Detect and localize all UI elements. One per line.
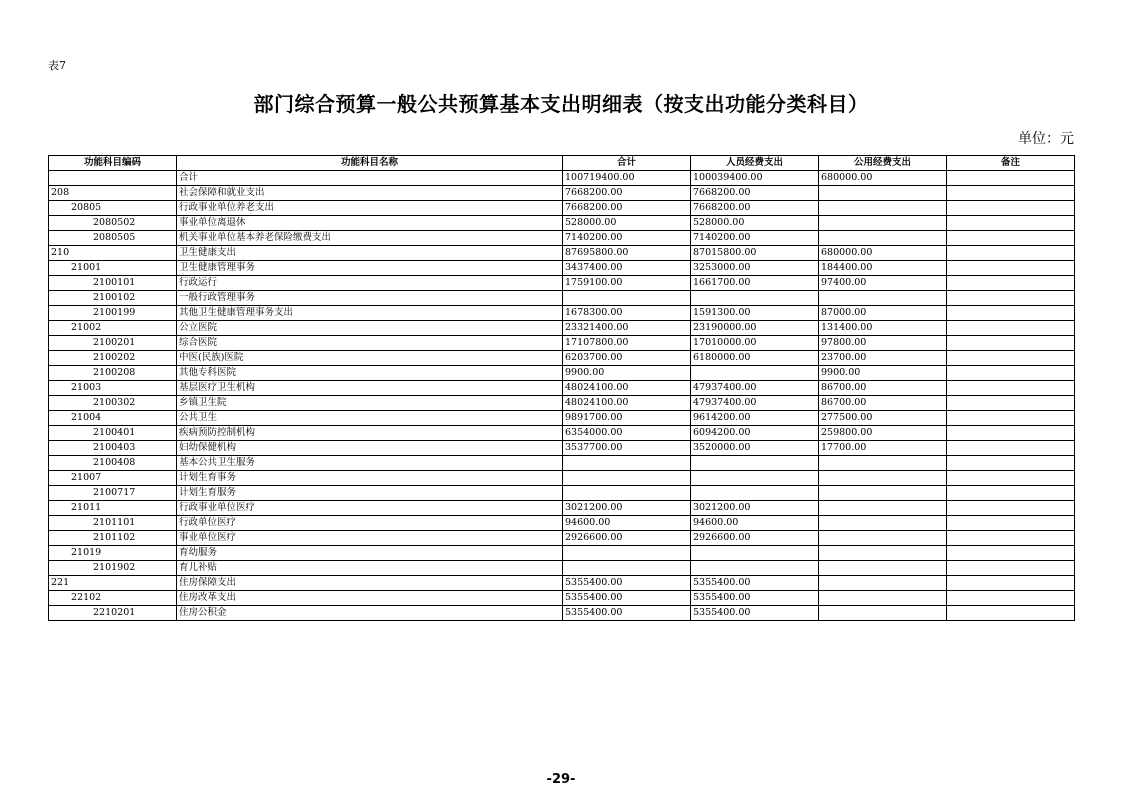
cell-code: 21003 [49, 381, 177, 396]
cell-total: 17107800.00 [563, 336, 691, 351]
cell-total: 6354000.00 [563, 426, 691, 441]
cell-name: 行政单位医疗 [177, 516, 563, 531]
cell-public [819, 201, 947, 216]
table-row [49, 471, 1075, 486]
cell-name: 一般行政管理事务 [177, 291, 563, 306]
cell-personnel: 47937400.00 [691, 396, 819, 411]
cell-name: 卫生健康支出 [177, 246, 563, 261]
cell-code: 21007 [49, 471, 177, 486]
table-row [49, 396, 1075, 411]
cell-code [49, 171, 177, 186]
cell-name: 妇幼保健机构 [177, 441, 563, 456]
cell-name: 卫生健康管理事务 [177, 261, 563, 276]
cell-public: 97400.00 [819, 276, 947, 291]
cell-public: 259800.00 [819, 426, 947, 441]
cell-name: 公共卫生 [177, 411, 563, 426]
cell-name: 基本公共卫生服务 [177, 456, 563, 471]
cell-total: 3021200.00 [563, 501, 691, 516]
cell-total: 48024100.00 [563, 396, 691, 411]
cell-name: 事业单位离退休 [177, 216, 563, 231]
cell-public: 86700.00 [819, 396, 947, 411]
cell-personnel [691, 456, 819, 471]
cell-personnel [691, 546, 819, 561]
cell-name: 疾病预防控制机构 [177, 426, 563, 441]
cell-note [947, 351, 1075, 366]
cell-note [947, 186, 1075, 201]
cell-code: 21011 [49, 501, 177, 516]
cell-personnel: 2926600.00 [691, 531, 819, 546]
cell-note [947, 261, 1075, 276]
cell-personnel: 5355400.00 [691, 576, 819, 591]
cell-name: 合计 [177, 171, 563, 186]
cell-personnel: 100039400.00 [691, 171, 819, 186]
cell-code: 221 [49, 576, 177, 591]
cell-code: 2100102 [49, 291, 177, 306]
table-row [49, 411, 1075, 426]
table-row [49, 456, 1075, 471]
cell-total: 9891700.00 [563, 411, 691, 426]
cell-total: 94600.00 [563, 516, 691, 531]
table-row [49, 501, 1075, 516]
table-header-row [49, 156, 1075, 171]
cell-total: 5355400.00 [563, 576, 691, 591]
cell-note [947, 576, 1075, 591]
cell-personnel [691, 291, 819, 306]
table-row [49, 546, 1075, 561]
table-row [49, 516, 1075, 531]
table-number: 表7 [48, 59, 66, 72]
cell-code: 21002 [49, 321, 177, 336]
cell-personnel: 3253000.00 [691, 261, 819, 276]
cell-total: 100719400.00 [563, 171, 691, 186]
cell-name: 计划生育服务 [177, 486, 563, 501]
cell-code: 2100408 [49, 456, 177, 471]
cell-note [947, 561, 1075, 576]
cell-public: 23700.00 [819, 351, 947, 366]
cell-note [947, 426, 1075, 441]
cell-public [819, 456, 947, 471]
header-public: 公用经费支出 [819, 156, 947, 171]
cell-code: 2100199 [49, 306, 177, 321]
cell-code: 2100201 [49, 336, 177, 351]
header-name: 功能科目名称 [177, 156, 563, 171]
cell-personnel: 94600.00 [691, 516, 819, 531]
cell-note [947, 321, 1075, 336]
table-row [49, 261, 1075, 276]
cell-total: 528000.00 [563, 216, 691, 231]
table-row [49, 291, 1075, 306]
cell-note [947, 291, 1075, 306]
cell-note [947, 411, 1075, 426]
cell-public: 9900.00 [819, 366, 947, 381]
cell-note [947, 501, 1075, 516]
cell-personnel: 9614200.00 [691, 411, 819, 426]
cell-name: 行政事业单位医疗 [177, 501, 563, 516]
cell-total [563, 456, 691, 471]
cell-code: 21004 [49, 411, 177, 426]
table-row [49, 381, 1075, 396]
table-body [49, 171, 1075, 621]
cell-note [947, 171, 1075, 186]
cell-note [947, 231, 1075, 246]
table-row [49, 561, 1075, 576]
table-row [49, 186, 1075, 201]
cell-name: 育儿补贴 [177, 561, 563, 576]
cell-public: 680000.00 [819, 246, 947, 261]
cell-total: 5355400.00 [563, 591, 691, 606]
cell-personnel: 3021200.00 [691, 501, 819, 516]
cell-code: 20805 [49, 201, 177, 216]
cell-code: 2100101 [49, 276, 177, 291]
cell-public: 17700.00 [819, 441, 947, 456]
cell-note [947, 516, 1075, 531]
cell-name: 计划生育事务 [177, 471, 563, 486]
header-total: 合计 [563, 156, 691, 171]
table-row [49, 306, 1075, 321]
cell-total: 6203700.00 [563, 351, 691, 366]
cell-note [947, 201, 1075, 216]
cell-name: 住房保障支出 [177, 576, 563, 591]
table-row [49, 336, 1075, 351]
cell-note [947, 306, 1075, 321]
cell-public [819, 516, 947, 531]
table-row [49, 591, 1075, 606]
cell-personnel: 5355400.00 [691, 591, 819, 606]
cell-note [947, 591, 1075, 606]
cell-public: 277500.00 [819, 411, 947, 426]
cell-name: 行政运行 [177, 276, 563, 291]
table-row [49, 426, 1075, 441]
cell-public [819, 546, 947, 561]
cell-personnel: 7668200.00 [691, 186, 819, 201]
cell-total: 3437400.00 [563, 261, 691, 276]
cell-public [819, 531, 947, 546]
cell-name: 社会保障和就业支出 [177, 186, 563, 201]
cell-total [563, 291, 691, 306]
unit-label: 单位：元 [1018, 131, 1074, 147]
cell-code: 2100208 [49, 366, 177, 381]
cell-note [947, 381, 1075, 396]
cell-public [819, 561, 947, 576]
cell-code: 2100302 [49, 396, 177, 411]
cell-name: 乡镇卫生院 [177, 396, 563, 411]
cell-code: 21001 [49, 261, 177, 276]
cell-total [563, 561, 691, 576]
cell-note [947, 456, 1075, 471]
cell-note [947, 276, 1075, 291]
header-note: 备注 [947, 156, 1075, 171]
cell-personnel [691, 471, 819, 486]
table-row [49, 276, 1075, 291]
cell-name: 住房改革支出 [177, 591, 563, 606]
cell-personnel: 87015800.00 [691, 246, 819, 261]
cell-name: 事业单位医疗 [177, 531, 563, 546]
table-row [49, 441, 1075, 456]
table-row [49, 366, 1075, 381]
cell-total: 23321400.00 [563, 321, 691, 336]
cell-personnel: 1591300.00 [691, 306, 819, 321]
cell-total: 9900.00 [563, 366, 691, 381]
cell-code: 2100717 [49, 486, 177, 501]
cell-note [947, 471, 1075, 486]
cell-public: 87000.00 [819, 306, 947, 321]
cell-code: 2100202 [49, 351, 177, 366]
cell-code: 2100403 [49, 441, 177, 456]
cell-personnel: 528000.00 [691, 216, 819, 231]
cell-public [819, 486, 947, 501]
cell-code: 2080505 [49, 231, 177, 246]
cell-personnel: 6180000.00 [691, 351, 819, 366]
cell-name: 其他卫生健康管理事务支出 [177, 306, 563, 321]
cell-name: 其他专科医院 [177, 366, 563, 381]
cell-name: 中医(民族)医院 [177, 351, 563, 366]
cell-code: 2101101 [49, 516, 177, 531]
cell-personnel: 23190000.00 [691, 321, 819, 336]
cell-personnel [691, 486, 819, 501]
cell-name: 机关事业单位基本养老保险缴费支出 [177, 231, 563, 246]
cell-public [819, 591, 947, 606]
cell-total: 1678300.00 [563, 306, 691, 321]
cell-total: 48024100.00 [563, 381, 691, 396]
page-number: -29- [546, 772, 576, 787]
cell-public: 680000.00 [819, 171, 947, 186]
cell-personnel [691, 561, 819, 576]
cell-total: 1759100.00 [563, 276, 691, 291]
cell-total: 7668200.00 [563, 201, 691, 216]
cell-name: 综合医院 [177, 336, 563, 351]
table-row [49, 576, 1075, 591]
cell-total [563, 471, 691, 486]
cell-public: 86700.00 [819, 381, 947, 396]
cell-note [947, 246, 1075, 261]
cell-note [947, 606, 1075, 621]
cell-note [947, 546, 1075, 561]
cell-personnel: 1661700.00 [691, 276, 819, 291]
table-row [49, 486, 1075, 501]
cell-personnel: 7668200.00 [691, 201, 819, 216]
cell-personnel: 47937400.00 [691, 381, 819, 396]
cell-public [819, 471, 947, 486]
cell-code: 210 [49, 246, 177, 261]
cell-total: 5355400.00 [563, 606, 691, 621]
table-row [49, 246, 1075, 261]
cell-name: 育幼服务 [177, 546, 563, 561]
table-row [49, 606, 1075, 621]
cell-personnel [691, 366, 819, 381]
cell-name: 公立医院 [177, 321, 563, 336]
cell-public [819, 231, 947, 246]
cell-personnel: 5355400.00 [691, 606, 819, 621]
cell-name: 行政事业单位养老支出 [177, 201, 563, 216]
cell-code: 22102 [49, 591, 177, 606]
cell-total [563, 486, 691, 501]
cell-total [563, 546, 691, 561]
cell-personnel: 6094200.00 [691, 426, 819, 441]
cell-code: 2100401 [49, 426, 177, 441]
cell-total: 7668200.00 [563, 186, 691, 201]
budget-table [48, 155, 1075, 621]
cell-code: 2101102 [49, 531, 177, 546]
table-row [49, 351, 1075, 366]
cell-total: 7140200.00 [563, 231, 691, 246]
cell-code: 2101902 [49, 561, 177, 576]
cell-total: 87695800.00 [563, 246, 691, 261]
cell-public [819, 291, 947, 306]
cell-public [819, 606, 947, 621]
cell-public [819, 186, 947, 201]
cell-public [819, 216, 947, 231]
page-title: 部门综合预算一般公共预算基本支出明细表（按支出功能分类科目） [253, 92, 869, 116]
cell-public: 184400.00 [819, 261, 947, 276]
cell-public: 131400.00 [819, 321, 947, 336]
cell-note [947, 531, 1075, 546]
cell-code: 208 [49, 186, 177, 201]
cell-note [947, 396, 1075, 411]
cell-total: 2926600.00 [563, 531, 691, 546]
cell-note [947, 336, 1075, 351]
table-row [49, 321, 1075, 336]
cell-note [947, 441, 1075, 456]
table-row [49, 216, 1075, 231]
cell-code: 21019 [49, 546, 177, 561]
table-row [49, 231, 1075, 246]
cell-personnel: 7140200.00 [691, 231, 819, 246]
cell-personnel: 3520000.00 [691, 441, 819, 456]
cell-note [947, 486, 1075, 501]
cell-code: 2080502 [49, 216, 177, 231]
header-code: 功能科目编码 [49, 156, 177, 171]
cell-name: 基层医疗卫生机构 [177, 381, 563, 396]
cell-name: 住房公积金 [177, 606, 563, 621]
table-row [49, 171, 1075, 186]
cell-public [819, 576, 947, 591]
cell-note [947, 366, 1075, 381]
table-row [49, 201, 1075, 216]
cell-personnel: 17010000.00 [691, 336, 819, 351]
cell-total: 3537700.00 [563, 441, 691, 456]
cell-public [819, 501, 947, 516]
cell-public: 97800.00 [819, 336, 947, 351]
header-personnel: 人员经费支出 [691, 156, 819, 171]
table-row [49, 531, 1075, 546]
cell-note [947, 216, 1075, 231]
cell-code: 2210201 [49, 606, 177, 621]
